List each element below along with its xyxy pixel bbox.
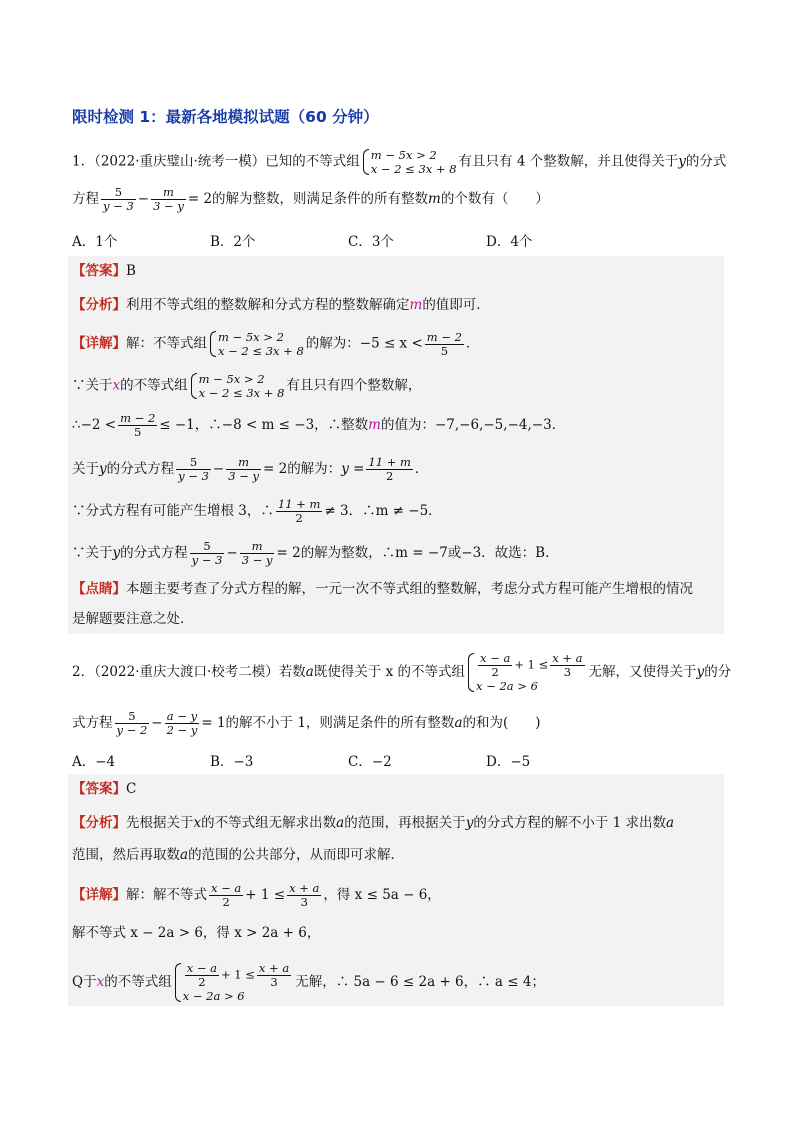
question-1-stem-line2: 方程 $\frac{5}{y - 3}$ − $\frac{m}{3 - y}$ = 2的解为整数，则满足条件的所有整数m的个数有（ ） [72,185,549,213]
q2-option-a: A．−4 [72,754,116,770]
q1-answer: 【答案】B [72,263,136,279]
inequality-system: m − 5x > 2 x − 2 ≤ 3x + 8 [362,148,457,176]
q1-option-c: C．3个 [348,234,394,250]
q2-option-c: C．−2 [348,754,392,770]
q1-step-2: ∴−2 < $\frac{m - 2}{5}$ ≤ −1，∴−8 < m ≤ −3，∴整数m的值为：−7,−6,−5,−4,−3． [72,411,566,439]
section-title: 限时检测 1：最新各地模拟试题（60 分钟） [72,108,379,126]
q1-step-1: ∵关于x的不等式组 m − 5x > 2 x − 2 ≤ 3x + 8 有且只有四个整数解， [72,372,422,400]
q1-option-a: A．1个 [72,234,118,250]
q2-analysis: 【分析】先根据关于x的不等式组无解求出数a的范围，再根据关于y的分式方程的解不小于 1 求出数a [72,815,675,831]
q2-option-d: D．−5 [486,754,531,770]
q1-analysis: 【分析】利用不等式组的整数解和分式方程的整数解确定m的值即可． [72,297,490,313]
q1-step-4: ∵分式方程有可能产生增根 3，∴ $\frac{11 + m}{2}$ ≠ 3．∴m ≠ −5． [72,497,442,525]
question-2-stem: 2．（2022·重庆大渡口·校考二模）若数a既使得关于 x 的不等式组 $\frac{x - a}{2}$ + 1 ≤ $\frac{x + a}{3}$ x − 2a > 6 无解，又使得关于y的分 [72,651,732,693]
fraction: $\frac{m}{3 - y}$ [153,185,184,213]
question-2-stem-line2: 式方程 $\frac{5}{y - 2}$ − $\frac{a - y}{2 - y}$ = 1的解不小于 1，则满足条件的所有整数a的和为( ) [72,709,541,737]
q1-step-5: ∵关于y的分式方程 $\frac{5}{y - 3}$ − $\frac{m}{3 - y}$ = 2的解为整数，∴m = −7或−3．故选：B． [72,539,559,567]
question-1-stem: 1．（2022·重庆璧山·统考一模）已知的不等式组 m − 5x > 2 x − 2 ≤ 3x + 8 有且只有 4 个整数解，并且使得关于y的分式 [72,148,727,176]
q2-answer: 【答案】C [72,781,137,797]
q1-comment-line2: 是解题要注意之处． [72,611,194,627]
q2-analysis-line2: 范围，然后再取数a的范围的公共部分，从而即可求解． [72,847,405,863]
q1-comment: 【点睛】本题主要考查了分式方程的解，一元一次不等式组的整数解，考虑分式方程可能产生增根的情况 [72,581,693,597]
q2-step-2: Q于x的不等式组 $\frac{x - a}{2}$ + 1 ≤ $\frac{x + a}{3}$ x − 2a > 6 无解，∴ 5a − 6 ≤ 2a + 6，∴ a ≤ 4； [72,961,545,1003]
q1-detail: 【详解】解：不等式组 m − 5x > 2 x − 2 ≤ 3x + 8 的解为：−5 ≤ x < $\frac{m - 2}{5}$ ． [72,329,480,358]
fraction: $\frac{5}{y - 3}$ [103,185,134,213]
q1-option-d: D．4个 [486,234,533,250]
q1-step-3: 关于y的分式方程 $\frac{5}{y - 3}$ − $\frac{m}{3 - y}$ = 2的解为：y = $\frac{11 + m}{2}$ ． [72,455,429,483]
q1-option-b: B．2个 [210,234,256,250]
q2-detail: 【详解】解：解不等式 $\frac{x - a}{2}$ + 1 ≤ $\frac{x + a}{3}$ ，得 x ≤ 5a − 6， [72,881,441,909]
q1-prefix: 1．（2022·重庆璧山·统考一模）已知的不等式组 [72,153,360,170]
q2-option-b: B．−3 [210,754,254,770]
inequality-system: $\frac{x - a}{2}$ + 1 ≤ $\frac{x + a}{3}$ x − 2a > 6 [467,652,587,693]
q2-step-1: 解不等式 x − 2a > 6，得 x > 2a + 6， [72,925,321,941]
